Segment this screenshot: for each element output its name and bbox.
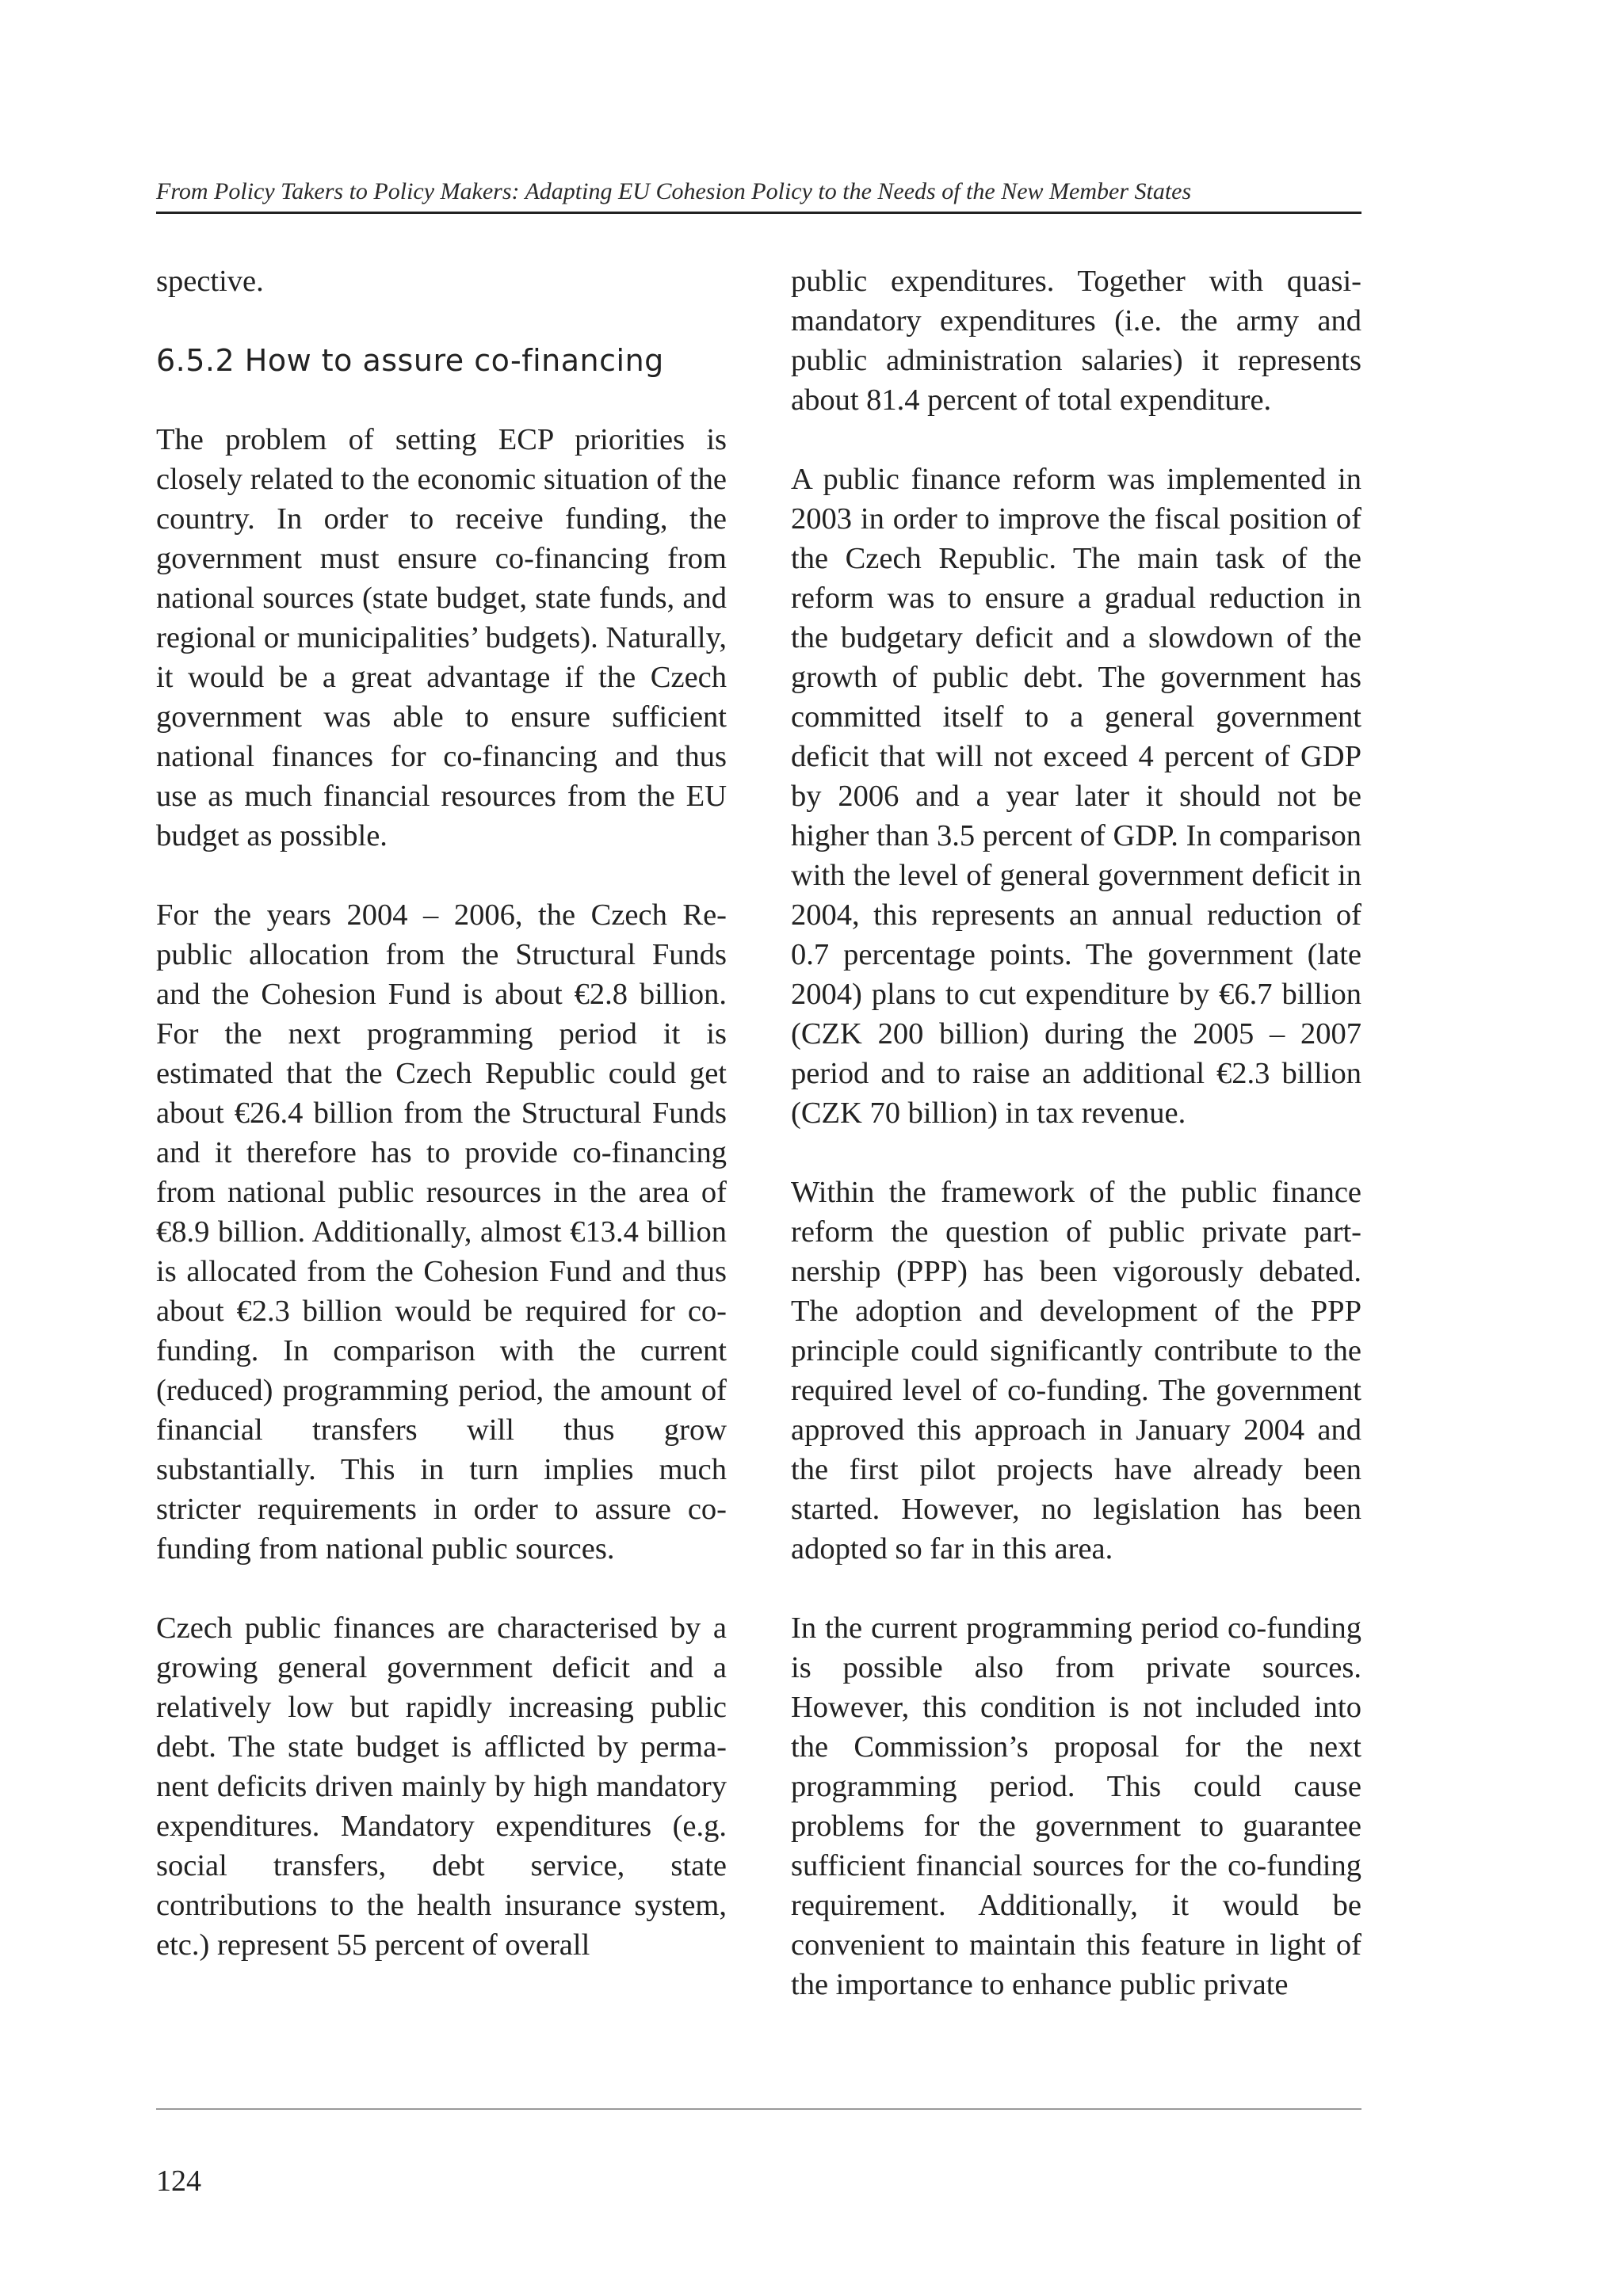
section-heading: 6.5.2 How to assure co-financing: [156, 343, 664, 378]
paragraph-continuation: spective.: [156, 265, 264, 298]
paragraph: A public finance reform was implemented in 2003 in order to improve the fiscal position of the Czech Republic. The main task of the reform was to ensure a gradual reduction in the budgetary deficit and a slowdown of the growth of public debt. The government has committed itself to a general government deficit that will not exceed 4 percent of GDP by 2006 and a year later it should not be higher than 3.5 percent of GDP. In comparison with the level of general government deficit in 2004, this represents an annual reduction of 0.7 percentage points. The government (late 2004) plans to cut expenditure by €6.7 billion (CZK 200 billion) during the 2005 – 2007 period and to raise an additional €2.3 billion (CZK 70 billion) in tax revenue.: [791, 463, 1361, 1130]
left-column: [156, 261, 727, 1965]
paragraph: Within the framework of the public finance reform the question of public private partnership (PPP) has been vigorously debated. The adoption and development of the PPP principle could significantly contribute to the required level of co-funding. The government approved this approach in January 2004 and the first pilot projects have already been started. However, no legislation has been adopted so far in this area.: [791, 1176, 1361, 1566]
footer-rule: [156, 2108, 1361, 2110]
paragraph: Czech public finances are characterised by a growing general government deficit and a relatively low but rapidly increasing public debt. The state budget is afflicted by permanent deficits driven mainly by high mandatory expenditures. Mandatory expenditures (e.g. social transfers, debt service, state contributions to the health insurance system, etc.) represent 55 percent of overall: [156, 1611, 727, 1962]
paragraph: For the years 2004 – 2006, the Czech Republic allocation from the Structural Funds and the Cohesion Fund is about €2.8 billion. For the next programming period it is estimated that the Czech Republic could get about €26.4 billion from the Structural Funds and it therefore has to provide co-financing from national public resources in the area of €8.9 billion. Additionally, almost €13.4 billion is allocated from the Cohesion Fund and thus about €2.3 billion would be required for co-funding. In comparison with the current (reduced) programming period, the amount of financial transfers will thus grow substantially. This in turn implies much stricter requirements in order to assure co-funding from national public sources.: [156, 898, 727, 1566]
right-column: [791, 261, 1361, 2004]
page-number: 124: [156, 2164, 201, 2198]
running-header: From Policy Takers to Policy Makers: Adapting EU Cohesion Policy to the Needs of the New Member States: [156, 178, 1192, 204]
paragraph: In the current programming period co-funding is possible also from private sources. However, this condition is not included into the Commission’s proposal for the next programming period. This could cause problems for the government to guarantee sufficient financial sources for the co-funding requirement. Additionally, it would be convenient to maintain this feature in light of the importance to enhance public private: [791, 1611, 1361, 2001]
paragraph-continuation: public expenditures. Together with quasi-mandatory expenditures (i.e. the army and public administration salaries) it represents about 81.4 percent of total expenditure.: [791, 265, 1361, 417]
paragraph: The problem of setting ECP priorities is closely related to the economic situation of the country. In order to receive funding, the government must ensure co-financing from national sources (state budget, state funds, and regional or municipalities’ budgets). Naturally, it would be a great advantage if the Czech government was able to ensure sufficient national finances for co-financing and thus use as much financial resources from the EU budget as possible.: [156, 423, 727, 852]
header-rule: [156, 212, 1361, 214]
